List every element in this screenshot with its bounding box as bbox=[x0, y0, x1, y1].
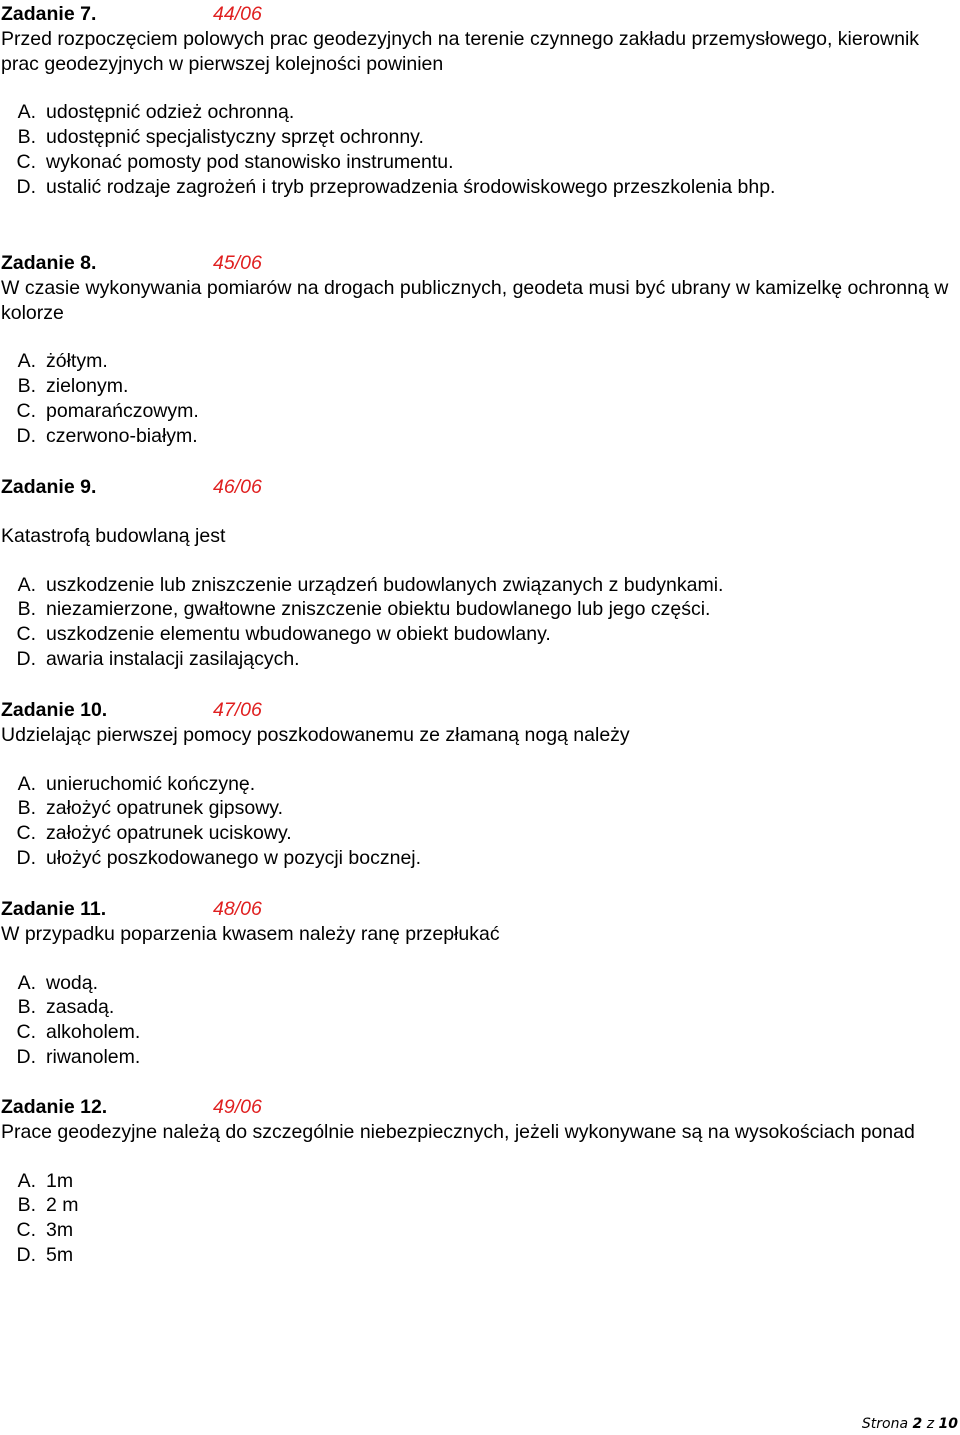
option-text: udostępnić specjalistyczny sprzęt ochronny. bbox=[46, 126, 424, 149]
option-text: założyć opatrunek uciskowy. bbox=[46, 822, 292, 845]
option-letter: D. bbox=[16, 647, 36, 670]
answer-option-b bbox=[1, 597, 951, 622]
option-letter: B. bbox=[17, 598, 36, 621]
option-text: 2 m bbox=[46, 1194, 79, 1217]
option-letter: B. bbox=[17, 996, 36, 1019]
answer-option-d bbox=[1, 1243, 951, 1268]
answer-option-d bbox=[1, 175, 951, 200]
task-9 bbox=[1, 475, 951, 672]
answer-options bbox=[1, 573, 951, 672]
option-letter: A. bbox=[17, 573, 36, 596]
task-question: Przed rozpoczęciem polowych prac geodezyjnych na terenie czynnego zakładu przemysłowego, kierownik prac geodezyjnych w pierwszej kolejności powinien bbox=[1, 27, 920, 75]
answer-option-b bbox=[1, 1193, 951, 1218]
answer-option-b bbox=[1, 995, 951, 1020]
option-letter: D. bbox=[16, 424, 36, 447]
option-letter: D. bbox=[16, 175, 36, 198]
task-header bbox=[1, 1095, 951, 1120]
answer-option-c bbox=[1, 821, 951, 846]
task-title: Zadanie 10. bbox=[1, 699, 108, 721]
option-letter: C. bbox=[16, 150, 36, 173]
answer-option-b bbox=[1, 374, 951, 399]
page-number bbox=[862, 1414, 958, 1434]
answer-option-d bbox=[1, 846, 951, 871]
answer-option-b bbox=[1, 796, 951, 821]
option-text: alkoholem. bbox=[46, 1021, 141, 1044]
option-text: udostępnić odzież ochronną. bbox=[46, 101, 295, 124]
option-letter: A. bbox=[17, 971, 36, 994]
task-question: Udzielając pierwszej pomocy poszkodowanemu ze złamaną nogą należy bbox=[1, 723, 630, 746]
option-letter: C. bbox=[16, 1021, 36, 1044]
task-code: 44/06 bbox=[213, 3, 262, 25]
task-title: Zadanie 8. bbox=[1, 252, 97, 274]
answer-option-a bbox=[1, 100, 951, 125]
option-letter: B. bbox=[17, 126, 36, 149]
answer-option-a bbox=[1, 772, 951, 797]
option-text: wodą. bbox=[46, 971, 99, 994]
option-letter: B. bbox=[17, 797, 36, 820]
answer-option-d bbox=[1, 1045, 951, 1070]
answer-option-a bbox=[1, 349, 951, 374]
option-text: żółtym. bbox=[46, 350, 108, 373]
option-letter: A. bbox=[17, 1169, 36, 1192]
task-code: 47/06 bbox=[213, 699, 262, 721]
option-text: ustalić rodzaje zagrożeń i tryb przeprowadzenia środowiskowego przeszkolenia bhp. bbox=[46, 175, 776, 198]
option-letter: C. bbox=[16, 822, 36, 845]
task-header bbox=[1, 251, 951, 276]
task-12 bbox=[1, 1095, 951, 1268]
option-letter: A. bbox=[17, 350, 36, 373]
answer-options bbox=[1, 1169, 951, 1268]
answer-option-c bbox=[1, 1218, 951, 1243]
option-letter: B. bbox=[17, 375, 36, 398]
option-text: ułożyć poszkodowanego w pozycji bocznej. bbox=[46, 846, 422, 869]
task-header bbox=[1, 897, 951, 922]
option-letter: D. bbox=[16, 846, 36, 869]
answer-option-d bbox=[1, 647, 951, 672]
answer-option-d bbox=[1, 424, 951, 449]
option-letter: D. bbox=[16, 1243, 36, 1266]
option-text: niezamierzone, gwałtowne zniszczenie obiektu budowlanego lub jego części. bbox=[46, 598, 711, 621]
answer-options bbox=[1, 100, 951, 199]
task-question: W przypadku poparzenia kwasem należy ranę przepłukać bbox=[1, 922, 500, 945]
answer-option-c bbox=[1, 399, 951, 424]
option-text: uszkodzenie elementu wbudowanego w obiekt budowlany. bbox=[46, 623, 551, 646]
option-letter: B. bbox=[17, 1194, 36, 1217]
answer-options bbox=[1, 772, 951, 871]
task-question: Katastrofą budowlaną jest bbox=[1, 524, 226, 547]
option-text: wykonać pomosty pod stanowisko instrumentu. bbox=[46, 150, 454, 173]
answer-option-c bbox=[1, 622, 951, 647]
option-text: założyć opatrunek gipsowy. bbox=[46, 797, 284, 820]
task-7 bbox=[1, 2, 951, 200]
option-letter: D. bbox=[16, 1045, 36, 1068]
answer-option-c bbox=[1, 150, 951, 175]
answer-options bbox=[1, 349, 951, 448]
task-title: Zadanie 12. bbox=[1, 1096, 108, 1118]
task-header bbox=[1, 698, 951, 723]
option-text: zasadą. bbox=[46, 996, 115, 1019]
option-text: riwanolem. bbox=[46, 1045, 141, 1068]
task-question: W czasie wykonywania pomiarów na drogach publicznych, geodeta musi być ubrany w kamizelkę ochronną w kolorze bbox=[1, 276, 949, 324]
answer-options bbox=[1, 971, 951, 1070]
answer-option-a bbox=[1, 971, 951, 996]
answer-option-a bbox=[1, 1169, 951, 1194]
option-text: unieruchomić kończynę. bbox=[46, 772, 256, 795]
task-header bbox=[1, 475, 951, 500]
option-letter: C. bbox=[16, 399, 36, 422]
task-title: Zadanie 7. bbox=[1, 3, 97, 25]
option-letter: A. bbox=[17, 101, 36, 124]
page-number-current: 2 bbox=[912, 1416, 923, 1432]
option-text: czerwono-białym. bbox=[46, 424, 198, 447]
answer-option-a bbox=[1, 573, 951, 598]
option-text: 5m bbox=[46, 1243, 74, 1266]
task-code: 49/06 bbox=[213, 1096, 262, 1118]
option-letter: C. bbox=[16, 623, 36, 646]
task-code: 48/06 bbox=[213, 898, 262, 920]
task-question: Prace geodezyjne należą do szczególnie niebezpiecznych, jeżeli wykonywane są na wysokościach ponad bbox=[1, 1120, 915, 1143]
task-10 bbox=[1, 698, 951, 871]
option-letter: C. bbox=[16, 1219, 36, 1242]
page-number-prefix: Strona bbox=[861, 1416, 913, 1432]
option-text: pomarańczowym. bbox=[46, 399, 199, 422]
option-letter: A. bbox=[17, 772, 36, 795]
task-title: Zadanie 9. bbox=[1, 476, 97, 498]
task-code: 46/06 bbox=[213, 476, 262, 498]
answer-option-c bbox=[1, 1020, 951, 1045]
answer-option-b bbox=[1, 125, 951, 150]
task-title: Zadanie 11. bbox=[1, 898, 107, 920]
task-code: 45/06 bbox=[213, 252, 262, 274]
task-header bbox=[1, 2, 951, 27]
task-8 bbox=[1, 251, 951, 449]
page-number-separator: z bbox=[922, 1416, 939, 1432]
option-text: 3m bbox=[46, 1219, 74, 1242]
option-text: uszkodzenie lub zniszczenie urządzeń budowlanych związanych z budynkami. bbox=[46, 573, 724, 596]
option-text: 1m bbox=[46, 1169, 74, 1192]
page-number-total: 10 bbox=[938, 1416, 958, 1432]
option-text: awaria instalacji zasilających. bbox=[46, 647, 300, 670]
task-11 bbox=[1, 897, 951, 1070]
option-text: zielonym. bbox=[46, 375, 129, 398]
